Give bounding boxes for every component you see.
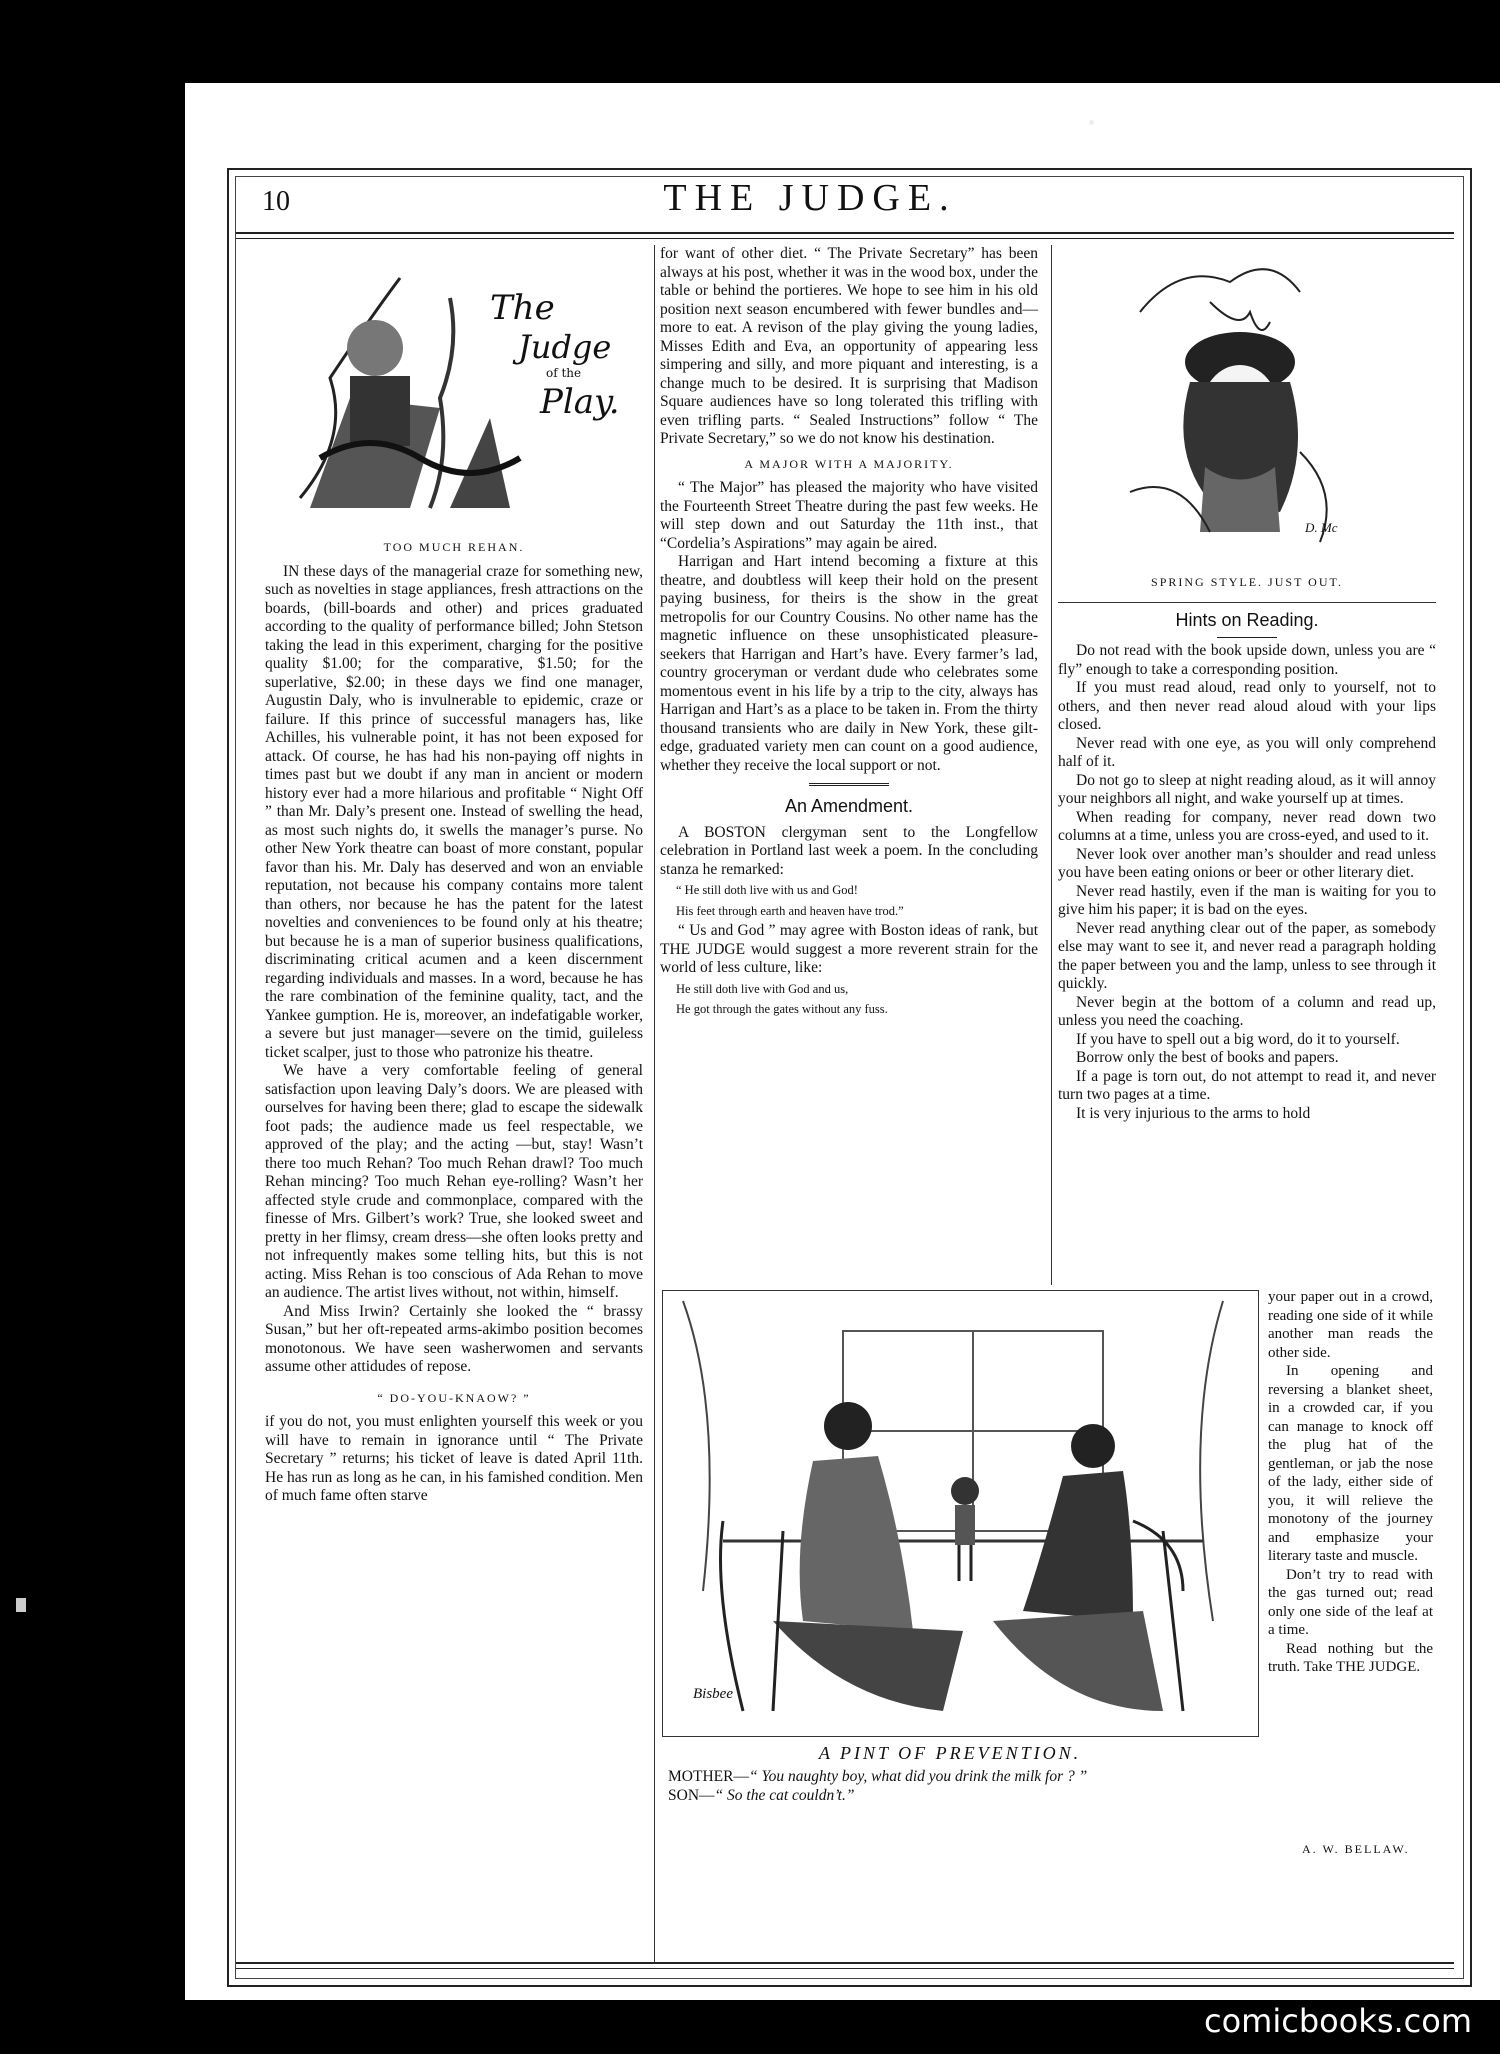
article-paragraph: IN these days of the managerial craze for something new, such as novelties in stage appliances, fresh attractions on the boards, (bill-boards and other) and prices graduated according to the quality of performance billed; John Stetson taking the lead in this experiment, charging for the positive quality $1.00; for the comparative, $1.50; for the superlative, $2.00; in these days we find one manager, Augustin Daly, who is invulnerable to epidemic, craze or failure. If this prince of successful managers has, like Achilles, his vulnerable point, it has not been exposed for attack. Of course, he has had his non-paying off nights in times past but we doubt if any man in ancient or modern history ever had a more hilarious and profitable “ Night Off ” than Mr. Daly’s present one. Instead of swelling the head, as most such nights do, it swells the manager’s purse. No other New York theatre can boast of more constant, popular favor than his. Mr. Daly has deserved and won an enviable reputation, not because his company contains more talent than others, nor because he has the patent for the latest novelties and conveniences to be found only at his theatre; but because he is a man of superior business qualifications, discriminating critical acumen and a keen discernment regarding individuals and masses. In a word, because he has the rare combination of the feminine quality, tact, and the Yankee gumption. He is, moreover, an indefatigable worker, a severe but just manager—severe on the timid, guileless ticket scalper, just to those who patronize his theatre. <box>265 562 643 1061</box>
spring-style-illustration <box>1100 252 1360 552</box>
headline-amendment: An Amendment. <box>784 796 914 816</box>
article-paragraph: We have a very comfortable feeling of general satisfaction upon leaving Daly’s doors. We are pleased with ourselves for having been there; glad to escape the sidewalk foot pads; the audience made us feel respectable, we approved of the play; and the acting —but, stay! Wasn’t there too much Rehan? Too much Rehan drawl? Too much Rehan mincing? Too much Rehan eye-rolling? Wasn’t her affected style crude and commonplace, compared with the finesse of Mrs. Gilbert’s work? True, she looked sweet and pretty in her flimsy, cream dress—she often looks pretty and not infrequently makes some telling hits, but this is not acting. Miss Rehan is too conscious of Ada Rehan to move an audience. The artist lives without, not within, himself. <box>265 1062 643 1301</box>
hint-paragraph: Borrow only the best of books and papers. <box>1076 1049 1339 1066</box>
masthead-rule-thin <box>236 238 1454 239</box>
section-caption-rehan: TOO MUCH REHAN. <box>383 540 525 554</box>
speck <box>1089 120 1094 125</box>
hint-paragraph: Do not go to sleep at night reading aloud, as it will annoy your neighbors all night, and wake yourself up at times. <box>1058 771 1436 807</box>
dialogue-line-mother <box>668 1767 1268 1786</box>
verse-line: He still doth live with God and us, <box>676 981 849 996</box>
hint-paragraph: Never read hastily, even if the man is waiting for you to give him his paper; it is bad on the eyes. <box>1058 882 1436 918</box>
spring-style-svg <box>1100 252 1360 552</box>
hint-paragraph: When reading for company, never read down two columns at a time, unless you are cross-eyed, and used to it. <box>1058 808 1436 844</box>
column-rule-1 <box>654 245 655 1962</box>
speaker-son: SON— <box>668 1787 715 1804</box>
cartoon-dialogue <box>668 1767 1268 1805</box>
verse-line: “ He still doth live with us and God! <box>676 883 858 897</box>
masthead-rule <box>236 232 1454 234</box>
speaker-mother: MOTHER— <box>668 1768 749 1785</box>
artist-signature: D. Mc <box>1305 520 1338 535</box>
divider-rule <box>809 783 889 789</box>
page-number: 10 <box>262 186 290 217</box>
article-paragraph: for want of other diet. “ The Private Secretary” has been always at his post, whether it was in the wood box, under the table or behind the portieres. We hope to see him in his old position next season encumbered with fewer bundles and—more to eat. A revison of the play giving the young ladies, Misses Edith and Eva, an opportunity of appearing less simpering and silly, and more piquant and interesting, is a change much to be desired. It is surprising that Madison Square audiences have so long tolerated this trifling with even trifling parts. “ Sealed Instructions” follow “ The Private Secretary,” so we do not know his destination. <box>660 245 1038 447</box>
hint-paragraph: It is very injurious to the arms to hold <box>1076 1104 1311 1122</box>
article-paragraph: “ The Major” has pleased the majority who have visited the Fourteenth Street Theatre during the past few weeks. He will step down and out Saturday the 11th inst., that “Cordelia’s Aspirations” may again be aired. <box>660 479 1038 552</box>
logo-word-the: The <box>490 288 555 328</box>
pint-of-prevention-cartoon <box>662 1290 1259 1737</box>
hint-paragraph: Do not read with the book upside down, unless you are “ fly” enough to take a corresponding position. <box>1058 642 1436 678</box>
bottom-rule-thin <box>236 1968 1454 1969</box>
masthead-title: THE JUDGE. <box>663 177 957 219</box>
son-line: “ So the cat couldn’t.” <box>714 1787 855 1804</box>
article-paragraph: And Miss Irwin? Certainly she looked the “ brassy Susan,” but her oft-repeated arms-akimbo position becomes monotonous. We have seen washerwomen and servants assume other attidudes of repose. <box>265 1302 643 1375</box>
hint-paragraph: Read nothing but the truth. Take THE JUDGE. <box>1268 1640 1433 1675</box>
mother-line: “ You naughty boy, what did you drink the milk for ? ” <box>748 1768 1088 1785</box>
hint-paragraph: If a page is torn out, do not attempt to read it, and never turn two pages at a time. <box>1058 1067 1436 1103</box>
article-paragraph: if you do not, you must enlighten yourself this week or you will have to remain in ignorance until “ The Private Secretary ” returns; his ticket of leave is dated April 11th. He has run as long as he can, in his famished condition. Men of much fame often starve <box>265 1413 643 1504</box>
hint-paragraph: Never look over another man’s shoulder and read unless you have been eating onions or beer or other literary diet. <box>1058 845 1436 881</box>
cartoon-title: A PINT OF PREVENTION. <box>818 1743 1082 1763</box>
subhead-do-you-know: “ DO-YOU-KNAOW? ” <box>377 1390 531 1405</box>
logo-word-judge: Judge <box>518 328 612 366</box>
verse-line: His feet through earth and heaven have trod.” <box>676 903 904 918</box>
article-paragraph: A BOSTON clergyman sent to the Longfellow celebration in Portland last week a poem. In the concluding stanza he remarked: <box>660 823 1038 878</box>
logo-word-play: Play. <box>540 382 620 422</box>
watermark: comicbooks.com <box>1203 2002 1472 2040</box>
cartoon-artist-signature: Bisbee <box>693 1686 733 1702</box>
hint-paragraph: Never begin at the bottom of a column and read up, unless you need the coaching. <box>1058 993 1436 1029</box>
bottom-rule <box>236 1962 1454 1964</box>
hint-paragraph: If you must read aloud, read only to yourself, not to others, and then never read aloud aloud with your lips closed. <box>1058 679 1436 733</box>
hint-paragraph: Never read anything clear out of the paper, as somebody else may want to see it, and never read a paragraph holding the paper between you and the lamp, unless to see through it quickly. <box>1058 919 1436 992</box>
author-signature: A. W. BELLAW. <box>1302 1842 1410 1856</box>
dialogue-line-son <box>668 1786 1268 1805</box>
hint-paragraph: In opening and reversing a blanket sheet, in a crowded car, if you can manage to knock off the plug hat of the gentleman, or jab the nose of the lady, either side of you, it will relieve the monotony of the journey and emphasize your literary taste and muscle. <box>1268 1363 1433 1564</box>
article-paragraph: “ Us and God ” may agree with Boston ideas of rank, but THE JUDGE would suggest a more reverent strain for the world of less culture, like: <box>660 922 1038 976</box>
column-rule <box>1058 602 1436 603</box>
hint-paragraph: your paper out in a crowd, reading one side of it while another man reads the other side. <box>1268 1289 1433 1361</box>
judge-of-play-illustration <box>290 258 620 520</box>
verse-line: He got through the gates without any fuss. <box>676 1002 888 1016</box>
short-rule <box>1217 637 1277 638</box>
spring-style-caption: SPRING STYLE. JUST OUT. <box>1151 575 1343 589</box>
headline-hints: Hints on Reading. <box>1175 609 1319 630</box>
subhead-major: A MAJOR WITH A MAJORITY. <box>744 456 954 471</box>
logo-word-ofthe: of the <box>546 366 582 380</box>
cartoon-svg <box>663 1291 1258 1736</box>
hint-paragraph: Never read with one eye, as you will only comprehend half of it. <box>1058 734 1436 770</box>
column-3 <box>1058 567 1436 1123</box>
column-2 <box>660 245 1038 1021</box>
article-paragraph: Harrigan and Hart intend becoming a fixture at this theatre, and doubtless will keep their hold on the present paying business, for theirs is the show in the great metropolis for our Country Cousins. No other name has the magnetic influence on these unsophisticated pleasure-seekers that Harrigan and Hart’s have. Every farmer’s lad, country groceryman or verdant dude who celebrates some momentous event in his life by a trip to the city, always has Harrigan and Hart’s as a place to be taken in. From the thirty thousand transients who are daily in New York, these gilt-edge, graduated variety men can count on a good audience, whether they receive the local support or not. <box>660 553 1038 774</box>
hint-paragraph: If you have to spell out a big word, do it to yourself. <box>1076 1030 1400 1048</box>
column-1 <box>265 532 643 1506</box>
column-3-narrow <box>1268 1288 1433 1677</box>
column-rule-2 <box>1051 245 1052 1285</box>
paper-scrap <box>16 1598 26 1612</box>
hint-paragraph: Don’t try to read with the gas turned out; read only one side of the leaf at a time. <box>1268 1566 1433 1638</box>
